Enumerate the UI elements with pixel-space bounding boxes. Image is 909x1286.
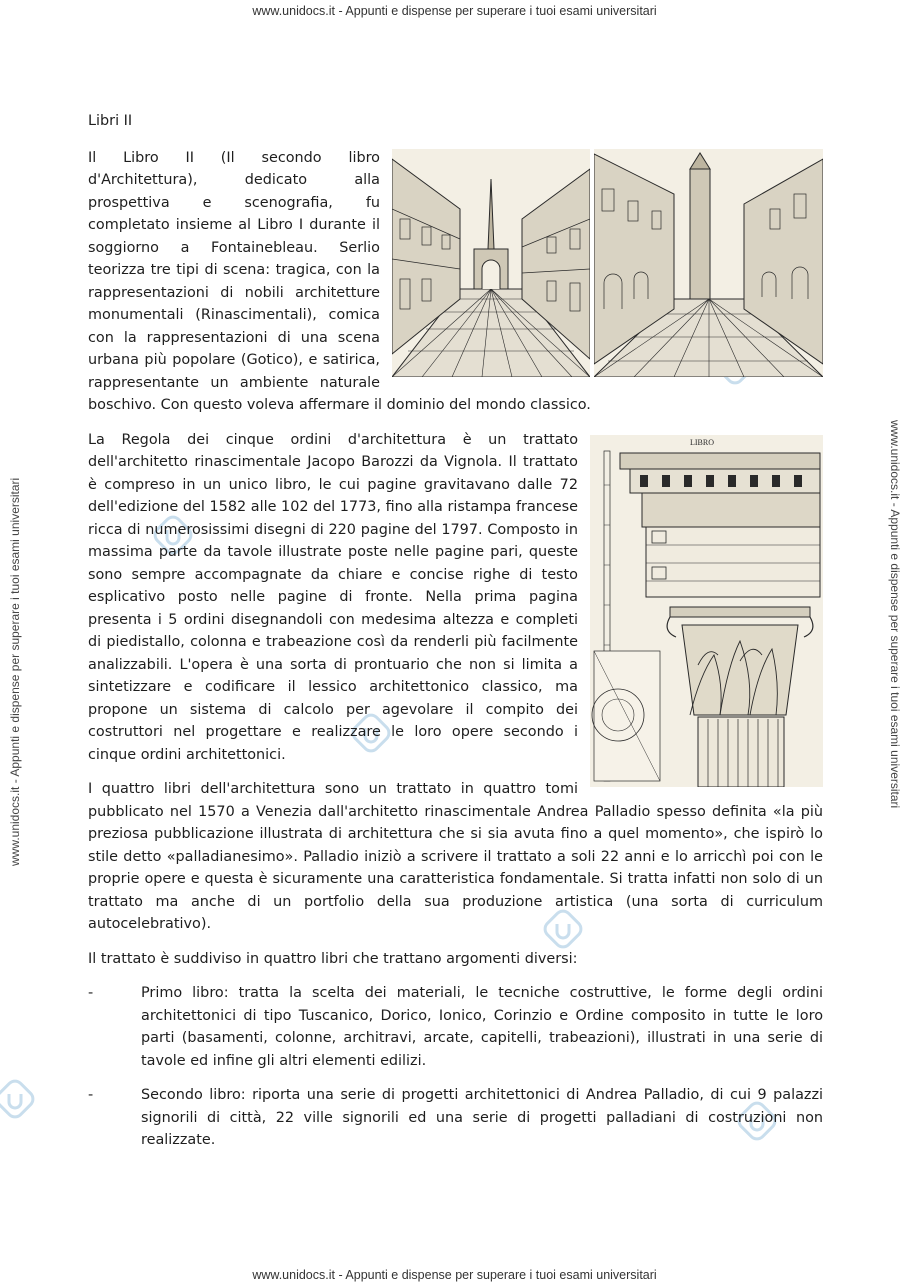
plate-label: LIBRO [690,437,714,447]
list-item [88,1084,823,1152]
side-watermark-right: www.unidocs.it - Appunti e dispense per superare i tuoi esami universitari [888,420,902,809]
section-heading: Libri II [88,113,133,129]
paragraph-palladio: I quattro libri dell'architettura sono un trattato in quattro tomi pubblicato nel 1570 a Venezia dall'architetto rinascimentale Andrea Palladio spesso definita «la più preziosa pubblicazione illustrata di architettura che si sia avuta fino a quel momento», che ispirò lo stile detto «palladianesimo». Palladio iniziò a scrivere il trattato a soli 22 anni e lo arricchì poi con le proprie opere e questa è sicuramente una caratteristica fondamentale. Si tratta infatti non solo di un trattato ma anche di un portfolio della sua produzione artistica (una sorta di curriculum autocelebrativo). [88,781,823,932]
figure-vignola-plate [590,435,823,787]
watermark-logo-icon [0,1076,38,1122]
side-watermark-left: www.unidocs.it - Appunti e dispense per superare i tuoi esami universitari [8,477,22,866]
paragraph-division: Il trattato è suddiviso in quattro libri che trattano argomenti diversi: [88,950,578,967]
list-item [88,982,823,1072]
list-item-text: Primo libro: tratta la scelta dei materiali, le tecniche costruttive, le forme degli ordini architettonici di tipo Tuscanico, Dorico, Ionico, Corinzio e Ordine composito in tutte le loro parti (basamenti, colonne, architravi, arcate, capitelli, trabeazioni), illustrati in una serie di tavole ed infine gli altri elementi edilizi. [141,985,823,1069]
list-marker: - [88,985,94,1001]
paragraph-vignola: LIBRO La Regola dei cinque ordini d'architettura è un trattato dell'architetto rinascimentale Jacopo Barozzi da Vignola. Il trattato è compreso in un unico libro, le cui pagine gravitavano dalle 72 dell'edizione del 1582 alle 102 del 1773, fino alla ristampa francese ricca di numerosissimi disegni di 220 pagine del 1797. Composto in massima parte da tavole illustrate poste nelle pagine pari, queste sono sempre accompagnate da chiare e concise righe di testo esplicativo posto nelle pagine di fronte. Nella prima pagina presenta i 5 ordini disegnandoli con medesima altezza e completi di piedistallo, colonna e trabeazione così da renderli più facilmente analizzabili. L'opera è una sorta di prontuario che non si limita a sintetizzare e codificare il lessico architettonico classico, ma propone un sistema di calcolo per agevolare il compito dei costruttori nel progettare e realizzare le loro opere secondo i cinque ordini architettonici. [88,429,823,767]
engraving-tragic-scene [392,149,590,377]
engraving-comic-scene [594,149,823,377]
page-footer-watermark[interactable]: www.unidocs.it - Appunti e dispense per superare i tuoi esami universitari [252,1268,657,1282]
list-marker: - [88,1087,94,1103]
engraving-corinthian-order [590,435,823,787]
paragraph-serlio: Il Libro II (Il secondo libro d'Architettura), dedicato alla prospettiva e scenografia, fu completato insieme al Libro I durante il soggiorno a Fontainebleau. Serlio teorizza tre tipi di scena: tragica, con la rappresentazioni di nobili architetture monumentali (Rinascimentali), comica con la rappresentazioni di una scena urbana più popolare (Gotico), e satirica, rappresentante un ambiente naturale boschivo. Con questo voleva affermare il dominio del mondo classico. [88,147,823,417]
page-header-watermark[interactable]: www.unidocs.it - Appunti e dispense per superare i tuoi esami universitari [252,4,657,18]
document-body [88,110,823,1164]
figure-serlio-scenes [392,149,823,377]
list-item-text: Secondo libro: riporta una serie di progetti architettonici di Andrea Palladio, di cui 9 palazzi signorili di città, 22 ville signorili ed una serie di progetti palladiani di costruzioni non realizzate. [141,1087,823,1148]
